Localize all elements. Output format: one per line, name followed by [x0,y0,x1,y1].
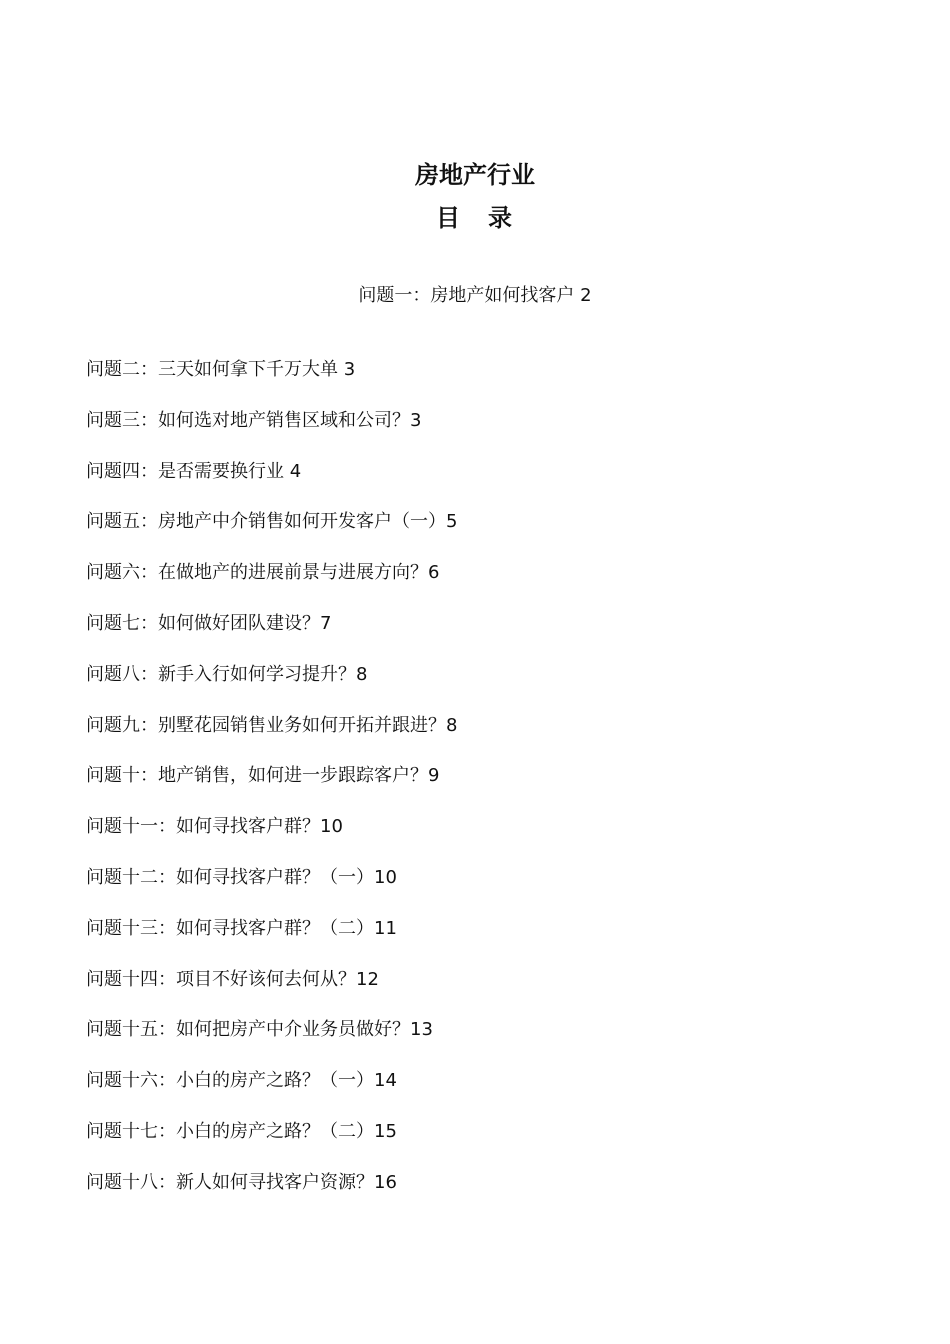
toc-entry[interactable]: 问题七：如何做好团队建设？7 [86,612,332,634]
toc-entry[interactable]: 问题八：新手入行如何学习提升？8 [86,663,368,685]
toc-entry[interactable]: 问题四：是否需要换行业 4 [86,460,302,482]
toc-entry[interactable]: 问题十四：项目不好该何去何从？12 [86,968,379,990]
toc-entry[interactable]: 问题五：房地产中介销售如何开发客户（一）5 [86,511,458,533]
toc-entry[interactable]: 问题二：三天如何拿下千万大单 3 [86,359,356,380]
toc-entry[interactable]: 问题十二：如何寻找客户群？（一）10 [86,866,397,888]
toc-entry[interactable]: 问题九：别墅花园销售业务如何开拓并跟进？8 [86,714,458,736]
toc-entry[interactable]: 问题十八：新人如何寻找客户资源？16 [86,1171,397,1193]
toc-entry[interactable]: 问题十一：如何寻找客户群？10 [86,816,343,838]
toc-entry[interactable]: 问题十七：小白的房产之路？（二）15 [86,1120,397,1142]
toc-entry[interactable]: 问题十五：如何把房产中介业务员做好？13 [86,1019,433,1041]
toc-list [86,358,906,1222]
toc-entry[interactable]: 问题十三：如何寻找客户群？（二）11 [86,917,397,939]
toc-heading: 目 录 [436,204,514,232]
toc-entry[interactable]: 问题十：地产销售，如何进一步跟踪客户？9 [86,765,440,787]
toc-entry[interactable]: 问题三：如何选对地产销售区域和公司？3 [86,409,422,431]
toc-entry[interactable]: 问题六：在做地产的进展前景与进展方向？6 [86,562,440,584]
toc-entry[interactable]: 问题十六：小白的房产之路？（一）14 [86,1070,397,1092]
document-title: 房地产行业 [415,161,535,189]
toc-entry-first[interactable]: 问题一：房地产如何找客户 2 [358,285,592,306]
